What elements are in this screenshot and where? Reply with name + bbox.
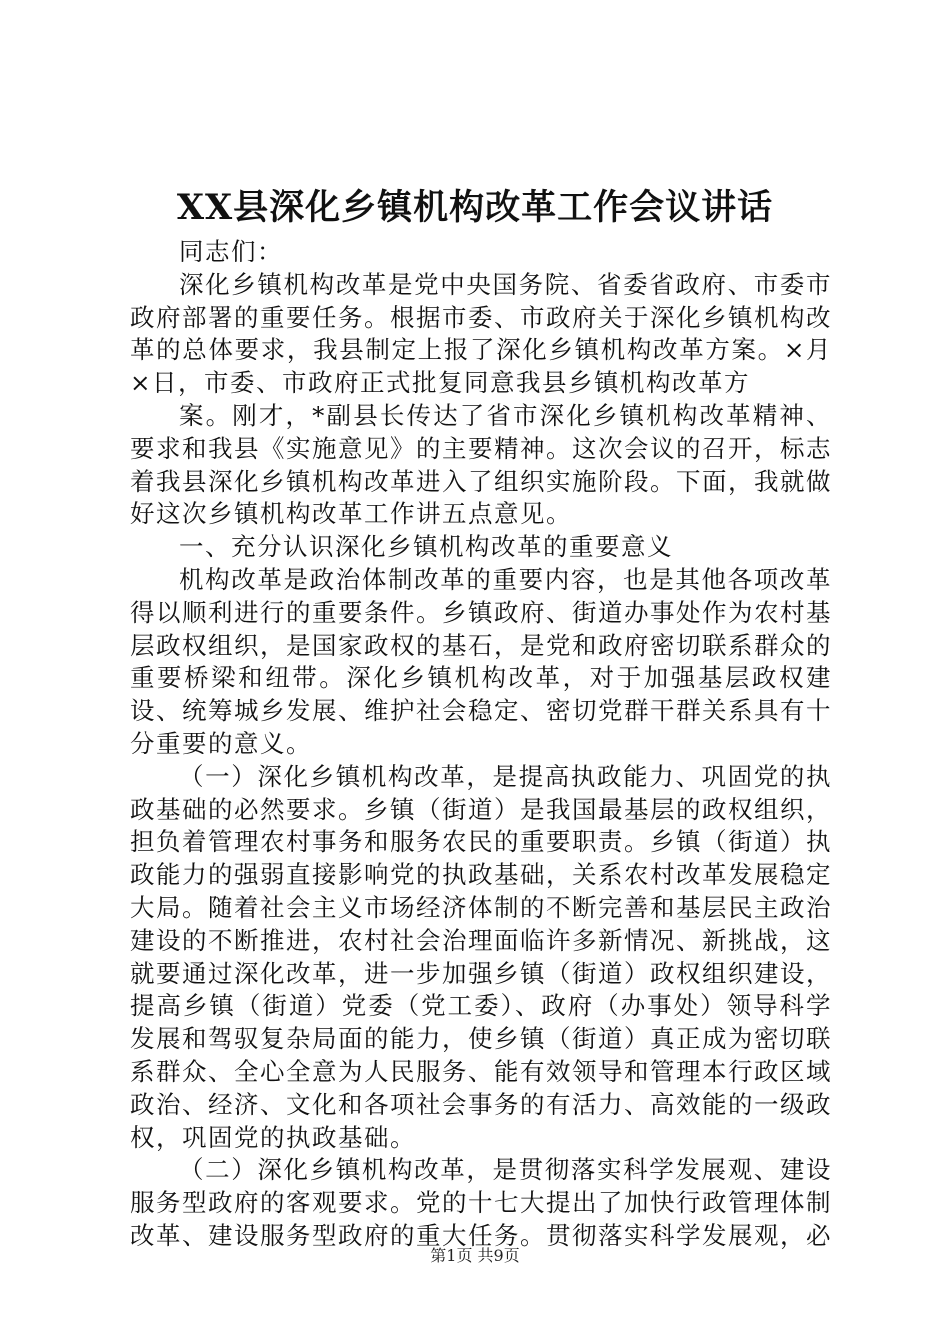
document-title: XX县深化乡镇机构改革工作会议讲话 — [176, 187, 774, 228]
salutation-paragraph: 同志们： — [179, 237, 283, 266]
page-number-footer: 第1页 共9页 — [430, 1246, 520, 1265]
body-paragraph: 案。刚才，*副县长传达了省市深化乡镇机构改革精神、要求和我县《实施意见》的主要精神。这次会议的召开，标志着我县深化乡镇机构改革进入了组织实施阶段。下面，我就做好这次乡镇机构改革工作讲五点意见。 — [130, 400, 832, 529]
body-paragraph: （一）深化乡镇机构改革，是提高执政能力、巩固党的执政基础的必然要求。乡镇（街道）是我国最基层的政权组织，担负着管理农村事务和服务农民的重要职责。乡镇（街道）执政能力的强弱直接影响党的执政基础，关系农村改革发展稳定大局。随着社会主义市场经济体制的不断完善和基层民主政治建设的不断推进，农村社会治理面临许多新情况、新挑战，这就要通过深化改革，进一步加强乡镇（街道）政权组织建设，提高乡镇（街道）党委（党工委）、政府（办事处）领导科学发展和驾驭复杂局面的能力，使乡镇（街道）真正成为密切联系群众、全心全意为人民服务、能有效领导和管理本行政区域政治、经济、文化和各项社会事务的有活力、高效能的一级政权，巩固党的执政基础。 — [130, 761, 832, 1152]
section-heading: 一、充分认识深化乡镇机构改革的重要意义 — [179, 532, 673, 562]
body-paragraph: （二）深化乡镇机构改革，是贯彻落实科学发展观、建设服务型政府的客观要求。党的十七大提出了加快行政管理体制改革、建设服务型政府的重大任务。贯彻落实科学发展观，必 — [130, 1155, 832, 1250]
document-body — [130, 236, 832, 1253]
body-paragraph: 深化乡镇机构改革是党中央国务院、省委省政府、市委市政府部署的重要任务。根据市委、市政府关于深化乡镇机构改革的总体要求，我县制定上报了深化乡镇机构改革方案。×月×日，市委、市政府正式批复同意我县乡镇机构改革方 — [130, 269, 832, 398]
body-paragraph: 机构改革是政治体制改革的重要内容，也是其他各项改革得以顺利进行的重要条件。乡镇政府、街道办事处作为农村基层政权组织，是国家政权的基石，是党和政府密切联系群众的重要桥梁和纽带。深化乡镇机构改革，对于加强基层政权建设、统筹城乡发展、维护社会稳定、密切党群干群关系具有十分重要的意义。 — [130, 564, 832, 758]
